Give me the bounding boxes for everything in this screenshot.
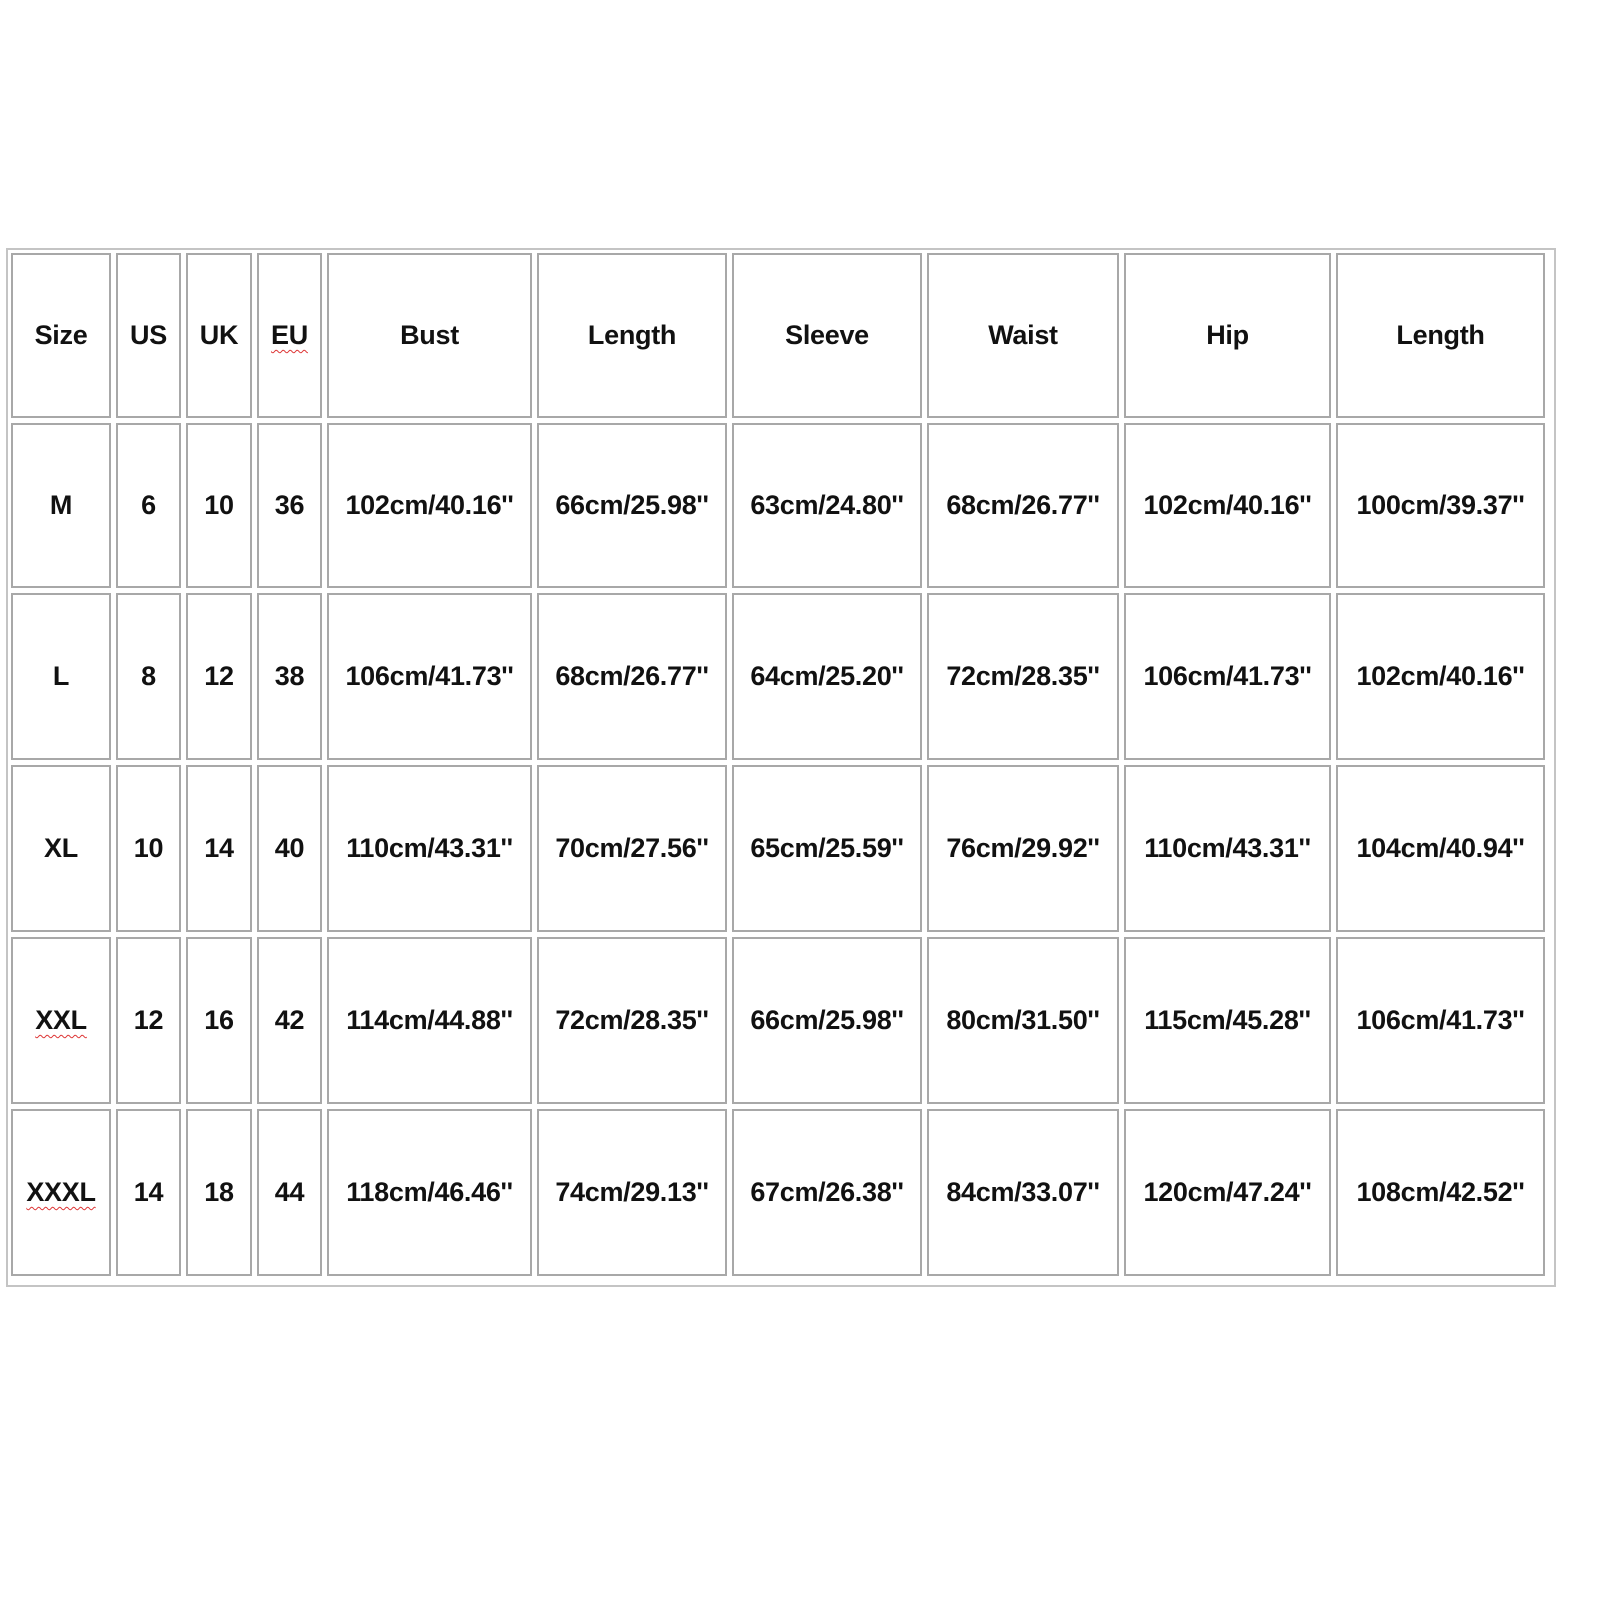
table-cell (537, 423, 727, 588)
table-cell-text: 68cm/26.77'' (946, 490, 1100, 520)
table-cell (1336, 593, 1545, 760)
table-cell (327, 1109, 532, 1276)
table-cell (1124, 1109, 1331, 1276)
table-cell-text: 84cm/33.07'' (946, 1177, 1100, 1207)
table-cell-text: 120cm/47.24'' (1143, 1177, 1312, 1207)
table-cell-text: 76cm/29.92'' (946, 833, 1100, 863)
header-cell-text: Bust (400, 320, 459, 350)
table-cell (257, 1109, 322, 1276)
size-label-cell-text: XL (44, 833, 78, 863)
size-chart-table (6, 248, 1556, 1287)
header-cell (1336, 253, 1545, 418)
table-cell-text: 67cm/26.38'' (750, 1177, 904, 1207)
header-cell (327, 253, 532, 418)
table-cell (186, 593, 252, 760)
table-cell-text: 102cm/40.16'' (1356, 661, 1525, 691)
table-cell-text: 42 (274, 1005, 305, 1035)
header-cell (116, 253, 181, 418)
table-cell-text: 106cm/41.73'' (1143, 661, 1312, 691)
header-cell-text: Length (1396, 320, 1485, 350)
table-cell (257, 765, 322, 932)
header-cell (1124, 253, 1331, 418)
size-label-cell (11, 423, 111, 588)
table-cell-text: 38 (274, 661, 305, 691)
size-label-cell (11, 765, 111, 932)
size-label-cell-text: XXL (35, 1005, 87, 1035)
table-cell (186, 423, 252, 588)
header-cell (257, 253, 322, 418)
table-cell (186, 1109, 252, 1276)
table-cell-text: 40 (274, 833, 305, 863)
table-cell (327, 765, 532, 932)
table-cell (927, 765, 1119, 932)
table-cell (732, 593, 922, 760)
table-cell (732, 423, 922, 588)
table-cell-text: 10 (204, 490, 234, 520)
table-cell-text: 118cm/46.46'' (346, 1177, 513, 1207)
header-cell (186, 253, 252, 418)
table-cell (1124, 937, 1331, 1104)
header-cell-text: EU (271, 320, 308, 350)
table-cell (927, 423, 1119, 588)
table-cell (927, 1109, 1119, 1276)
table-cell-text: 102cm/40.16'' (345, 490, 514, 520)
table-cell (537, 593, 727, 760)
header-cell-text: Size (34, 320, 88, 350)
table-cell-text: 115cm/45.28'' (1144, 1005, 1311, 1035)
table-cell (927, 937, 1119, 1104)
header-cell-text: Hip (1206, 320, 1249, 350)
table-cell (257, 593, 322, 760)
table-cell (116, 765, 181, 932)
table-cell-text: 65cm/25.59'' (750, 833, 904, 863)
table-cell-text: 14 (204, 833, 234, 863)
header-cell-text: Length (587, 320, 677, 350)
table-cell (732, 1109, 922, 1276)
table-cell (537, 1109, 727, 1276)
header-cell (537, 253, 727, 418)
size-label-cell (11, 1109, 111, 1276)
table-cell-text: 114cm/44.88'' (346, 1005, 513, 1035)
table-cell-text: 108cm/42.52'' (1356, 1177, 1525, 1207)
table-cell (116, 593, 181, 760)
table-cell-text: 110cm/43.31'' (346, 833, 513, 863)
header-cell (11, 253, 111, 418)
size-label-cell-text: XXXL (26, 1177, 96, 1207)
table-cell (1336, 423, 1545, 588)
table-cell (1336, 765, 1545, 932)
table-cell (327, 423, 532, 588)
table-cell (327, 937, 532, 1104)
table-cell (186, 937, 252, 1104)
table-cell-text: 18 (204, 1177, 234, 1207)
table-cell (327, 593, 532, 760)
table-cell (257, 937, 322, 1104)
table-cell-text: 6 (141, 490, 156, 520)
table-cell-text: 102cm/40.16'' (1143, 490, 1312, 520)
header-cell-text: US (130, 320, 167, 350)
table-cell (732, 937, 922, 1104)
table-cell-text: 14 (133, 1177, 164, 1207)
table-cell-text: 44 (274, 1177, 305, 1207)
table-cell-text: 68cm/26.77'' (555, 661, 709, 691)
table-cell-text: 10 (133, 833, 164, 863)
header-cell-text: UK (199, 320, 239, 350)
table-cell-text: 106cm/41.73'' (1356, 1005, 1525, 1035)
table-cell-text: 12 (204, 661, 234, 691)
table-cell (1124, 423, 1331, 588)
table-cell (732, 765, 922, 932)
table-cell (116, 423, 181, 588)
table-cell (1336, 1109, 1545, 1276)
table-cell-text: 66cm/25.98'' (555, 490, 709, 520)
table-cell-text: 80cm/31.50'' (946, 1005, 1100, 1035)
size-label-cell (11, 593, 111, 760)
size-label-cell (11, 937, 111, 1104)
table-cell (186, 765, 252, 932)
header-cell-text: Waist (988, 320, 1058, 350)
table-cell-text: 104cm/40.94'' (1356, 833, 1525, 863)
table-cell (1124, 765, 1331, 932)
size-label-cell-text: M (49, 490, 73, 520)
header-cell-text: Sleeve (785, 320, 869, 350)
table-cell-text: 106cm/41.73'' (345, 661, 514, 691)
header-cell (927, 253, 1119, 418)
table-cell-text: 72cm/28.35'' (946, 661, 1100, 691)
table-cell-text: 8 (141, 661, 156, 691)
header-cell (732, 253, 922, 418)
size-label-cell-text: L (52, 661, 70, 691)
table-cell-text: 66cm/25.98'' (750, 1005, 904, 1035)
table-cell (116, 1109, 181, 1276)
table-cell-text: 100cm/39.37'' (1356, 490, 1525, 520)
table-cell-text: 74cm/29.13'' (555, 1177, 709, 1207)
table-cell (927, 593, 1119, 760)
table-cell-text: 72cm/28.35'' (555, 1005, 709, 1035)
table-cell (1124, 593, 1331, 760)
table-cell-text: 63cm/24.80'' (750, 490, 904, 520)
table-cell (1336, 937, 1545, 1104)
table-cell (257, 423, 322, 588)
table-cell-text: 12 (133, 1005, 164, 1035)
table-cell-text: 64cm/25.20'' (750, 661, 904, 691)
table-cell (537, 765, 727, 932)
table-cell-text: 16 (204, 1005, 234, 1035)
table-cell-text: 70cm/27.56'' (555, 833, 709, 863)
table-cell (537, 937, 727, 1104)
table-cell (116, 937, 181, 1104)
table-cell-text: 36 (274, 490, 305, 520)
table-cell-text: 110cm/43.31'' (1144, 833, 1311, 863)
